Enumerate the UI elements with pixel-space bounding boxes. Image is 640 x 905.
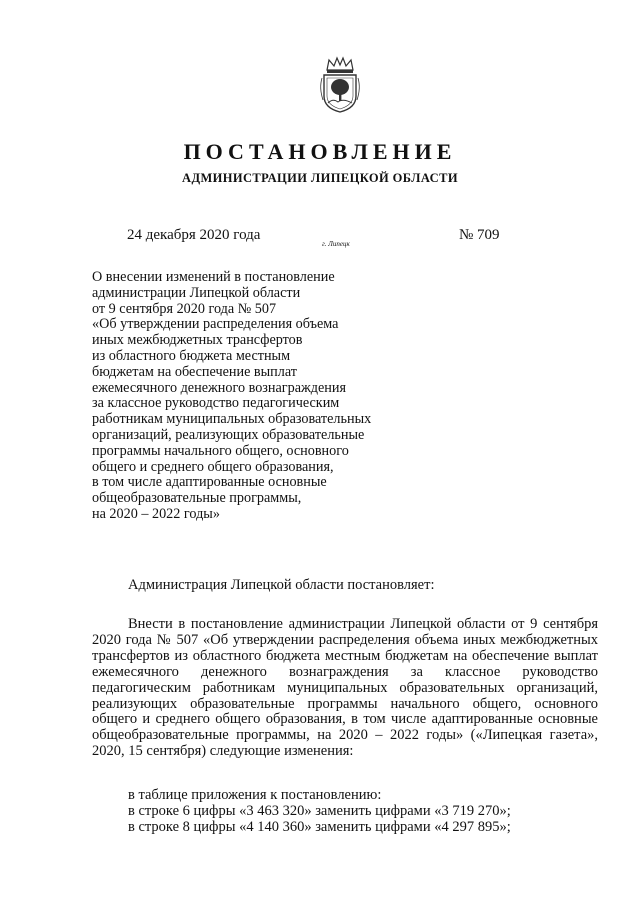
subject-line: «Об утверждении распределения объема — [92, 316, 339, 333]
change-item: в таблице приложения к постановлению: — [128, 787, 382, 803]
resolution-body: Внести в постановление администрации Липецкой области от 9 сентября 2020 года № 507 «Об утверждении распределения объема иных межбюджетных трансфертов из областного бюджета местным бюджетам на обеспечение выплат ежемесячного денежного вознаграждения за классное руководство педагогическим работникам муниципальных образовательных организаций, реализующих образовательные программы начального общего, основного общего и среднего общего образования, в том числе адаптированные основные общеобразовательные программы, на 2020 – 2022 годы» («Липецкая газета», 2020, 15 сентября) следующие изменения: — [92, 616, 598, 760]
subject-line: бюджетам на обеспечение выплат — [92, 363, 297, 380]
subject-line: от 9 сентября 2020 года № 507 — [92, 300, 277, 317]
change-item: в строке 8 цифры «4 140 360» заменить цифрами «4 297 895»; — [128, 818, 511, 835]
resolution-intro: Администрация Липецкой области постановляет: — [128, 577, 435, 593]
subject-line: администрации Липецкой области — [92, 284, 301, 301]
subject-line: программы начального общего, основного — [92, 442, 349, 459]
document-issuer: АДМИНИСТРАЦИИ ЛИПЕЦКОЙ ОБЛАСТИ — [182, 171, 458, 185]
document-subject — [92, 270, 412, 523]
subject-line: организаций, реализующих образовательные — [92, 426, 365, 443]
subject-line: иных межбюджетных трансфертов — [92, 332, 303, 349]
document-date: 24 декабря 2020 года — [127, 227, 261, 243]
change-item: в строке 6 цифры «3 463 320» заменить цифрами «3 719 270»; — [128, 802, 511, 819]
subject-line: на 2020 – 2022 годы» — [92, 505, 220, 522]
subject-line: за классное руководство педагогическим — [92, 395, 340, 412]
coat-of-arms-icon — [317, 56, 363, 114]
document-city: г. Липецк — [322, 240, 350, 248]
document-title: ПОСТАНОВЛЕНИЕ — [183, 139, 457, 164]
subject-line: работникам муниципальных образовательных — [92, 411, 372, 428]
document-number: № 709 — [459, 227, 500, 243]
subject-line: ежемесячного денежного вознаграждения — [92, 379, 347, 396]
subject-line: общеобразовательные программы, — [92, 490, 302, 507]
subject-line: из областного бюджета местным — [92, 347, 291, 364]
subject-line: общего и среднего общего образования, — [92, 458, 334, 475]
subject-line: О внесении изменений в постановление — [92, 269, 335, 285]
subject-line: в том числе адаптированные основные — [92, 474, 327, 491]
changes-list — [128, 788, 511, 835]
